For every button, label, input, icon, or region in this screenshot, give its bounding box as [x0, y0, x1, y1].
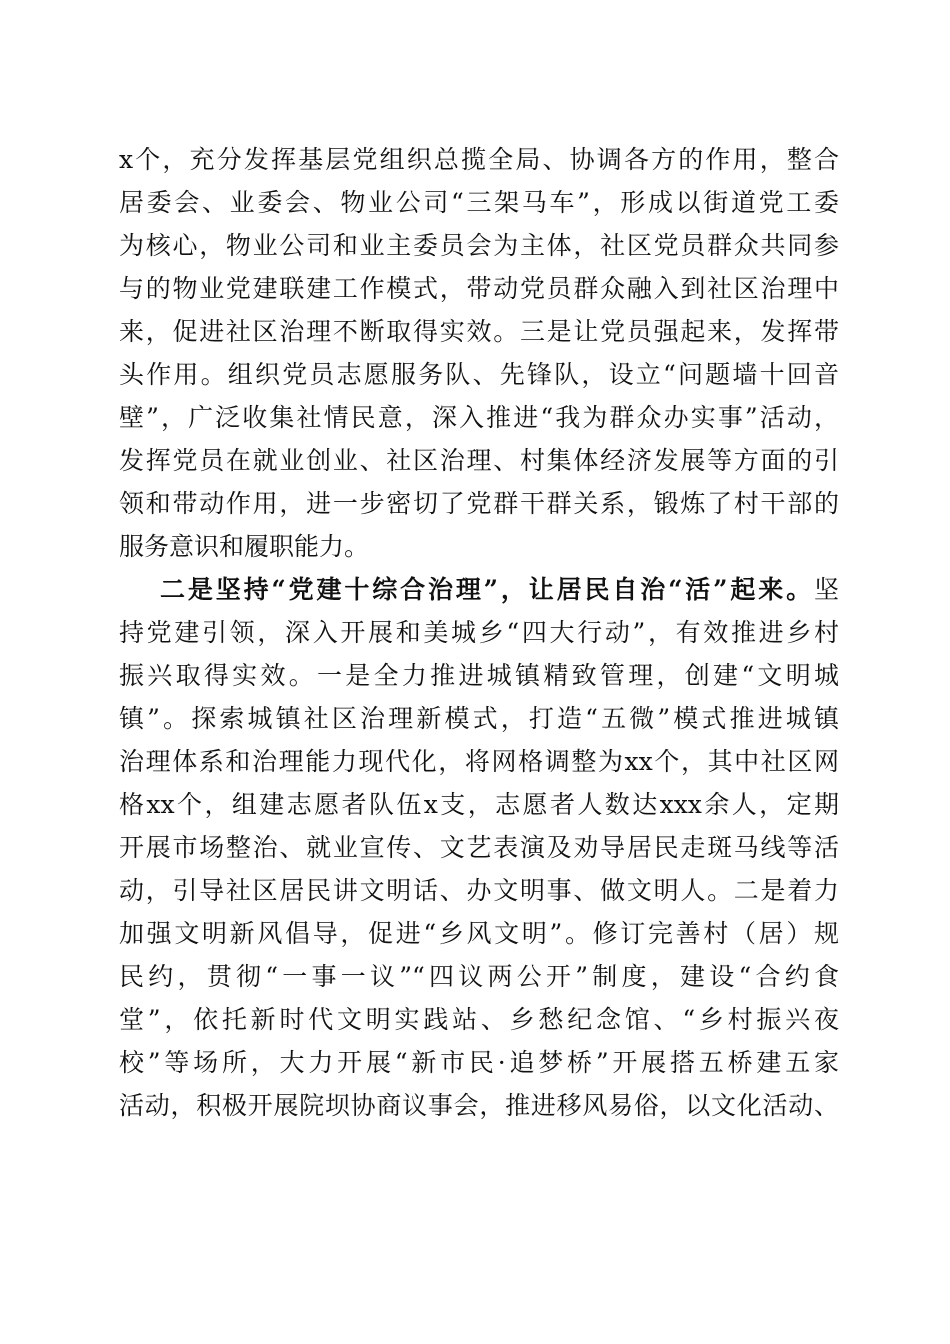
text-line: 振兴取得实效。一是全力推进城镇精致管理，创建“文明城	[119, 661, 839, 690]
text-line: 持党建引领，深入开展和美城乡“四大行动”，有效推进乡村	[119, 618, 839, 647]
text-line: 校”等场所，大力开展“新市民·追梦桥”开展搭五桥建五家	[119, 1048, 839, 1077]
text-line: 居委会、业委会、物业公司“三架马车”，形成以街道党工委	[119, 188, 839, 217]
text-line: 壁”，广泛收集社情民意，深入推进“我为群众办实事”活动，	[119, 403, 839, 432]
text-line: 堂”，依托新时代文明实践站、乡愁纪念馆、“乡村振兴夜	[119, 1005, 839, 1034]
text-line: 镇”。探索城镇社区治理新模式，打造“五微”模式推进城镇	[119, 704, 839, 733]
text-line: 服务意识和履职能力。	[119, 532, 370, 561]
text-line: 为核心，物业公司和业主委员会为主体，社区党员群众共同参	[119, 231, 839, 260]
text-line: x个，充分发挥基层党组织总揽全局、协调各方的作用，整合	[119, 145, 839, 174]
text-line: 来，促进社区治理不断取得实效。三是让党员强起来，发挥带	[119, 317, 839, 346]
heading-continuation: 坚	[813, 575, 839, 604]
paragraph-heading: 二是坚持“党建十综合治理”，让居民自治“活”起来。	[160, 575, 814, 604]
text-line: 领和带动作用，进一步密切了党群干群关系，锻炼了村干部的	[119, 489, 839, 518]
text-line: 开展市场整治、就业宣传、文艺表演及劝导居民走斑马线等活	[119, 833, 839, 862]
text-line: 格xx个，组建志愿者队伍x支，志愿者人数达xxx余人，定期	[119, 790, 839, 819]
text-line: 发挥党员在就业创业、社区治理、村集体经济发展等方面的引	[119, 446, 839, 475]
text-line: 加强文明新风倡导，促进“乡风文明”。修订完善村（居）规	[119, 919, 839, 948]
text-line: 动，引导社区居民讲文明话、办文明事、做文明人。二是着力	[119, 876, 839, 905]
text-line: 头作用。组织党员志愿服务队、先锋队，设立“问题墙十回音	[119, 360, 839, 389]
paragraph-heading-line	[160, 572, 839, 608]
text-line: 与的物业党建联建工作模式，带动党员群众融入到社区治理中	[119, 274, 839, 303]
text-line: 活动，积极开展院坝协商议事会，推进移风易俗，以文化活动、	[119, 1091, 839, 1120]
text-line: 民约，贯彻“一事一议”“四议两公开”制度，建设“合约食	[119, 962, 839, 991]
text-line: 治理体系和治理能力现代化，将网格调整为xx个，其中社区网	[119, 747, 839, 776]
